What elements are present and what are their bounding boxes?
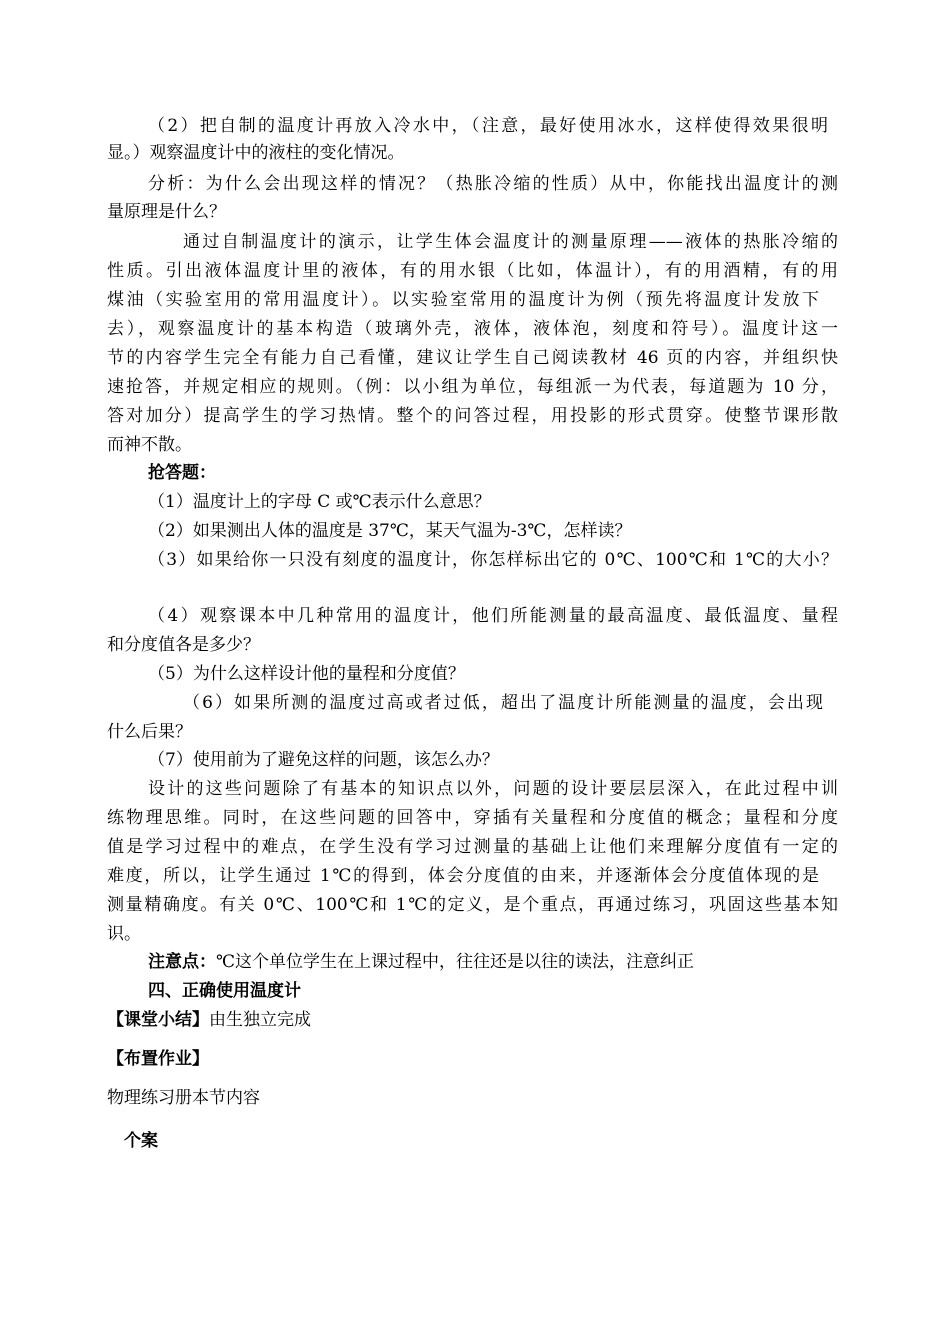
paragraph-line: 量原理是什么？ bbox=[107, 202, 226, 222]
paragraph-line: 而神不散。 bbox=[107, 435, 192, 455]
paragraph-line: 难度，所以，让学生通过 1℃的得到，体会分度值的由来，并逐渐体会分度值体现的是 bbox=[107, 866, 819, 886]
paragraph-line: 去），观察温度计的基本构造（玻璃外壳，液体，液体泡，刻度和符号）。温度计这一 bbox=[107, 319, 838, 339]
summary-text: 由生独立完成 bbox=[209, 1010, 311, 1030]
paragraph-line: 识。 bbox=[107, 924, 141, 944]
paragraph-line: 练物理思维。同时，在这些问题的回答中，穿插有关量程和分度值的概念；量程和分度 bbox=[107, 808, 838, 828]
paragraph-line: 通过自制温度计的演示，让学生体会温度计的测量原理——液体的热胀冷缩的 bbox=[183, 232, 838, 252]
note-label: 注意点： bbox=[148, 952, 216, 972]
question-item: 什么后果？ bbox=[107, 722, 192, 742]
homework-text: 物理练习册本节内容 bbox=[107, 1088, 260, 1108]
paragraph-line: 值是学习过程中的难点，在学生没有学习过测量的基础上让他们来理解分度值有一定的 bbox=[107, 837, 838, 857]
paragraph-line: 煤油（实验室用的常用温度计）。以实验室常用的温度计为例（预先将温度计发放下 bbox=[107, 290, 819, 310]
question-item: （3）如果给你一只没有刻度的温度计，你怎样标出它的 0℃、100℃和 1℃的大小？ bbox=[148, 550, 838, 570]
question-item: （7）使用前为了避免这样的问题，该怎么办？ bbox=[148, 750, 499, 770]
question-item: 和分度值各是多少？ bbox=[107, 635, 260, 655]
paragraph-line: 答对加分）提高学生的学习热情。整个的问答过程，用投影的形式贯穿。使整节课形散 bbox=[107, 406, 838, 426]
homework-label: 【布置作业】 bbox=[107, 1049, 209, 1069]
question-item: （1）温度计上的字母 C 或℃表示什么意思？ bbox=[148, 492, 491, 512]
qa-heading: 抢答题： bbox=[148, 463, 216, 483]
paragraph-line: 分析：为什么会出现这样的情况？（热胀冷缩的性质）从中，你能找出温度计的测 bbox=[148, 174, 838, 194]
question-item: （5）为什么这样设计他的量程和分度值？ bbox=[148, 664, 465, 684]
section-heading: 四、正确使用温度计 bbox=[148, 981, 301, 1001]
note-text: ℃这个单位学生在上课过程中，往往还是以往的读法，注意纠正 bbox=[216, 952, 695, 972]
question-item: （6）如果所测的温度过高或者过低，超出了温度计所能测量的温度，会出现 bbox=[183, 693, 823, 713]
summary-label: 【课堂小结】 bbox=[107, 1010, 209, 1030]
paragraph-line: 节的内容学生完全有能力自己看懂，建议让学生自己阅读教材 46 页的内容，并组织快 bbox=[107, 348, 838, 368]
paragraph-line: （2）把自制的温度计再放入冷水中，（注意，最好使用冰水，这样使得效果很明 bbox=[148, 116, 828, 136]
question-item: （2）如果测出人体的温度是 37℃，某天气温为-3℃，怎样读？ bbox=[148, 521, 632, 541]
question-item: （4）观察课本中几种常用的温度计，他们所能测量的最高温度、最低温度、量程 bbox=[148, 606, 838, 626]
paragraph-line: 性质。引出液体温度计里的液体，有的用水银（比如，体温计），有的用酒精，有的用 bbox=[107, 261, 838, 281]
summary-line bbox=[107, 1009, 311, 1031]
paragraph-line: 设计的这些问题除了有基本的知识点以外，问题的设计要层层深入，在此过程中训 bbox=[148, 779, 838, 799]
note-line bbox=[148, 951, 694, 973]
case-label: 个案 bbox=[124, 1131, 158, 1151]
paragraph-line: 速抢答，并规定相应的规则。（例：以小组为单位，每组派一为代表，每道题为 10 分， bbox=[107, 377, 838, 397]
paragraph-line: 显。）观察温度计中的液柱的变化情况。 bbox=[107, 143, 405, 163]
paragraph-line: 测量精确度。有关 0℃、100℃和 1℃的定义，是个重点，再通过练习，巩固这些基本知 bbox=[107, 895, 838, 915]
